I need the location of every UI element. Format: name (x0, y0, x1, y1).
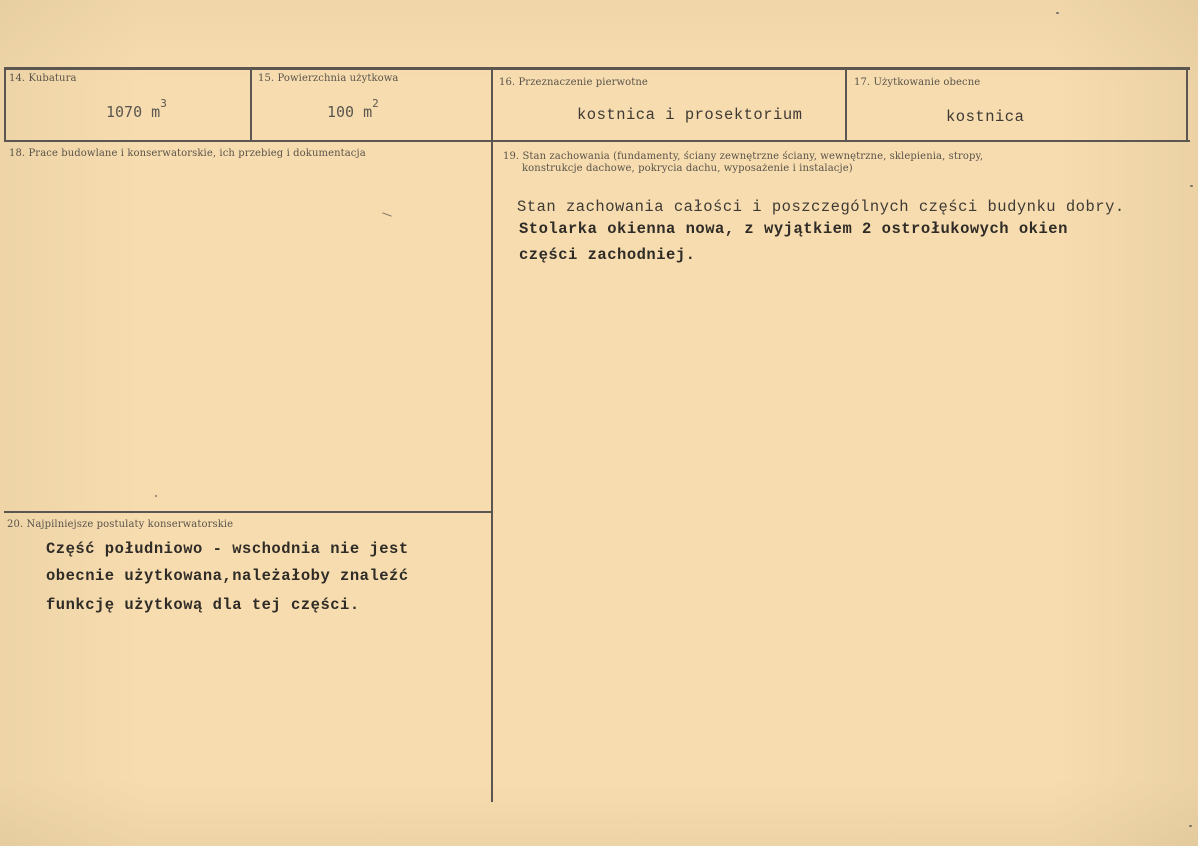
field-19-text-line1: Stan zachowania całości i poszczególnych części budynku dobry. (517, 198, 1125, 216)
field-17-value: kostnica (946, 108, 1025, 126)
stray-mark (382, 212, 392, 216)
left-border (4, 67, 6, 142)
field-17-label: 17. Użytkowanie obecne (854, 77, 981, 88)
row2-split-rule (4, 511, 492, 513)
divider-16-17 (845, 67, 847, 142)
field-15-number: 100 m (327, 103, 373, 121)
field-16-value: kostnica i prosektorium (577, 106, 803, 124)
row1-bottom-rule (4, 140, 1190, 142)
stray-mark (1056, 12, 1059, 14)
field-20-text-line3: funkcję użytkową dla tej części. (46, 596, 360, 614)
field-19-label-line2: konstrukcje dachowe, pokrycia dachu, wyposażenie i instalacje) (522, 163, 853, 174)
field-19-text-line3: części zachodniej. (519, 246, 696, 264)
field-14-exponent: 3 (160, 97, 167, 110)
stray-mark (1189, 825, 1192, 827)
divider-14-15 (250, 67, 252, 142)
field-18-label: 18. Prace budowlane i konserwatorskie, ich przebieg i dokumentacja (9, 148, 366, 159)
field-15-exponent: 2 (372, 97, 379, 110)
field-19-label-line1: 19. Stan zachowania (fundamenty, ściany zewnętrzne ściany, wewnętrzne, sklepienia, stropy, (503, 151, 984, 162)
field-20-text-line1: Część południowo - wschodnia nie jest (46, 540, 409, 558)
right-border (1186, 67, 1188, 142)
field-20-label: 20. Najpilniejsze postulaty konserwatorskie (7, 519, 234, 530)
field-16-label: 16. Przeznaczenie pierwotne (499, 77, 648, 88)
field-14-label: 14. Kubatura (9, 73, 77, 84)
field-15-label: 15. Powierzchnia użytkowa (258, 73, 399, 84)
field-19-text-line2: Stolarka okienna nowa, z wyjątkiem 2 ostrołukowych okien (519, 220, 1068, 238)
field-14-value (106, 97, 167, 121)
field-20-text-line2: obecnie użytkowana,należałoby znaleźć (46, 567, 409, 585)
divider-15-16 (491, 67, 493, 802)
top-rule (4, 67, 1190, 70)
field-15-value (327, 97, 379, 121)
field-14-number: 1070 m (106, 103, 161, 121)
stray-mark (155, 495, 157, 497)
stray-mark (1190, 185, 1193, 187)
